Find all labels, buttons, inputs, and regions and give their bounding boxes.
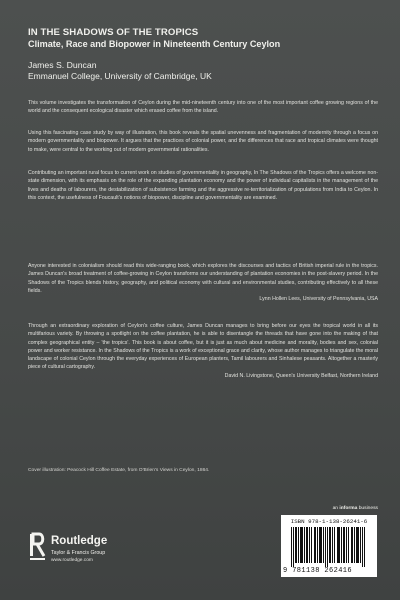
- publisher-url[interactable]: www.routledge.com: [51, 558, 93, 563]
- review-text: Through an extraordinary exploration of Ceylon's coffee culture, James Duncan manages to bring before our eyes the tropical world in all its multifarious variety. By throwing a spotlight on the coffee plantation, he is able to disentangle the threads that have gone into the making of that complex geographical entity – 'the tropics'. This book is about coffee, but it is just as much about medicine and morality, bodies and sex, colonial power and worker resistance. In the Shadows of the Tropics is a work of exceptional grace and clarity, whose author manages to triangulate the moral landscape of colonial Ceylon through the everyday experiences of European planters, Tamil labourers and Sinhalese peasants. Altogether a masterly piece of cultural cartography.: [28, 323, 378, 371]
- publisher-name: Routledge: [51, 535, 108, 547]
- book-subtitle: Climate, Race and Biopower in Nineteenth Century Ceylon: [28, 39, 281, 49]
- review-attribution: David N. Livingstone, Queen's University Belfast, Northern Ireland: [224, 372, 378, 379]
- blurb-paragraph: Contributing an important rural focus to current work on studies of governmentality in geography, In The Shadows of the Tropics offers a welcome non-state dimension, with its emphasis on the role of the expanding plantation economy and the power of individual capitalists in the management of the lives and deaths of labourers, the destabilization of subsistence farming and the aggressive re-territorialization of populations from India to Ceylon. In this context, the usefulness of Foucault's notions of biopower, discipline and governmentality are examined.: [28, 170, 378, 201]
- isbn-label: ISBN 978-1-138-26241-6: [290, 518, 368, 525]
- review-attribution: Lynn Hollen Lees, University of Pennsylvania, USA: [259, 296, 378, 303]
- author-name: James S. Duncan: [28, 60, 97, 70]
- book-title: IN THE SHADOWS OF THE TROPICS: [28, 27, 199, 38]
- publisher-group: Taylor & Francis Group: [51, 550, 106, 556]
- author-affiliation: Emmanuel College, University of Cambridge, UK: [28, 71, 212, 81]
- informa-business-label: an informa business: [332, 506, 378, 511]
- routledge-logo-icon: [28, 531, 48, 565]
- blurb-paragraph: This volume investigates the transformation of Ceylon during the mid-nineteenth century into one of the most important coffee growing regions of the world and the consequent ecological disaster which erased coffee from the island.: [28, 100, 378, 115]
- review-quote: [28, 322, 378, 380]
- blurb-paragraph: Using this fascinating case study by way of illustration, this book reveals the spatial unevenness and fragmentation of modernity through a focus on modern governmentality and biopower. It argues that the practices of colonial power, and the differences that race and tropical climates were thought to make, were central to the working out of modern governmental rationalities.: [28, 130, 378, 153]
- cover-credit: Cover illustration: Peacock Hill Coffee Estate, from O'Brien's Views in Ceylon, 1864.: [28, 468, 210, 473]
- routledge-logo: [28, 531, 158, 571]
- isbn-digits: 9 781138 262416: [283, 567, 353, 575]
- review-text: Anyone interested in colonialism should read this wide-ranging book, which explores the discourses and tactics of British imperial rule in the tropics. James Duncan's broad treatment of coffee-growing in Ceylon transforms our understanding of plantation economies in the post-slavery period. In the Shadows of the Tropics blends history, geography, and political economy with cultural and environmental studies, contributing effectively to all these fields.: [28, 263, 378, 294]
- barcode-bars: [291, 527, 367, 567]
- isbn-barcode: [281, 515, 377, 577]
- review-quote: [28, 262, 378, 303]
